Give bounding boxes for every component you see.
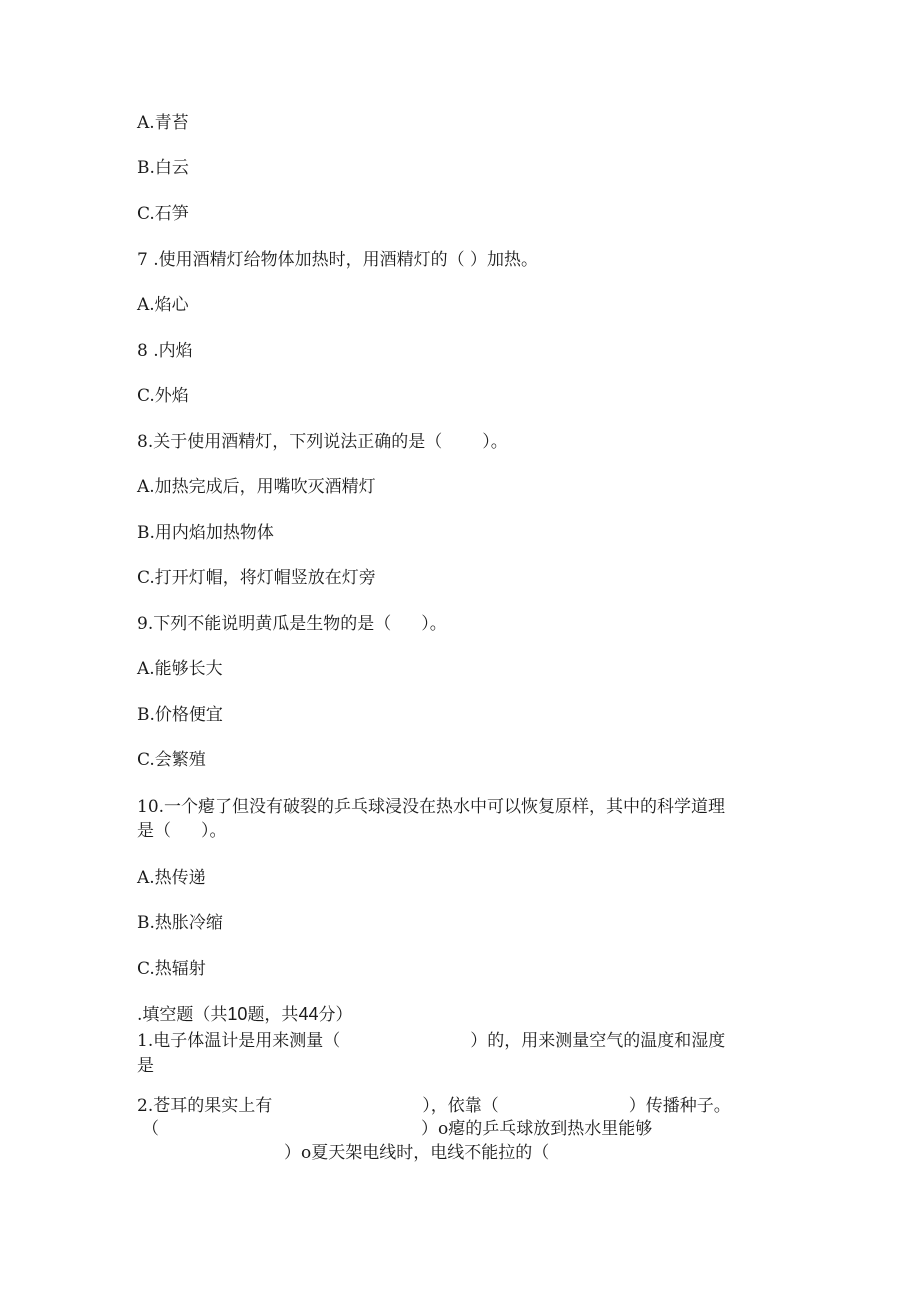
option-c-q8: C.打开灯帽，将灯帽竖放在灯旁 [137, 568, 376, 588]
question-8-text: 8.关于使用酒精灯，下列说法正确的是（ [137, 432, 443, 452]
section-heading-part1: .填空题（共 [137, 1005, 228, 1025]
section-points: 44 [298, 1004, 319, 1024]
question-10-line2 [137, 821, 227, 841]
option-c-q6: C.石笋 [137, 204, 189, 224]
option-c-q9: C.会繁殖 [137, 750, 206, 770]
fill-question-4: ）o夏天架电线时，电线不能拉的（ [284, 1143, 550, 1163]
fill-1-text: 1.电子体温计是用来测量（ [137, 1031, 341, 1051]
fill-2-text-2: ），依靠（ [422, 1096, 499, 1116]
question-7: 7 .使用酒精灯给物体加热时，用酒精灯的（ ）加热。 [137, 250, 539, 270]
question-8-end: ）。 [482, 432, 508, 452]
fill-3-text: （ [142, 1119, 159, 1139]
question-9-text: 9.下列不能说明黄瓜是生物的是（ [137, 614, 392, 634]
section-heading-part3: 分） [318, 1005, 353, 1025]
section-heading-fill-blank [137, 1004, 352, 1025]
fill-3-text-2: ）o瘪的乒乓球放到热水里能够 [421, 1119, 653, 1139]
fill-question-3 [142, 1119, 652, 1139]
option-a-q8: A.加热完成后，用嘴吹灭酒精灯 [137, 477, 376, 497]
section-question-count: 10 [227, 1004, 248, 1024]
section-heading-part2: 题，共 [247, 1005, 299, 1025]
question-10: 10.一个瘪了但没有破裂的乒乓球浸没在热水中可以恢复原样，其中的科学道理 [137, 797, 726, 817]
option-b-q7: 8 .内焰 [137, 341, 193, 361]
fill-question-2 [137, 1096, 731, 1116]
option-c-q10: C.热辐射 [137, 959, 206, 979]
fill-2-text-3: ）传播种子。 [628, 1096, 731, 1116]
option-b-q8: B.用内焰加热物体 [137, 523, 274, 543]
question-9-end: ）。 [421, 614, 447, 634]
option-a-q9: A.能够长大 [137, 659, 223, 679]
option-a-q7: A.焰心 [137, 295, 189, 315]
question-8 [137, 432, 508, 452]
question-10-end: ）。 [201, 821, 227, 841]
option-c-q7: C.外焰 [137, 386, 189, 406]
fill-1-text-2: ）的，用来测量空气的温度和湿度 [470, 1031, 726, 1051]
fill-question-1 [137, 1031, 725, 1051]
option-b-q9: B.价格便宜 [137, 705, 223, 725]
option-a-q6: A.青苔 [137, 113, 189, 133]
option-b-q10: B.热胀冷缩 [137, 913, 223, 933]
question-10-text: 是（ [137, 821, 171, 841]
fill-question-1-line2: 是 [137, 1056, 154, 1076]
question-9 [137, 614, 447, 634]
fill-2-text: 2.苍耳的果实上有 [137, 1096, 273, 1116]
option-a-q10: A.热传递 [137, 868, 206, 888]
option-b-q6: B.白云 [137, 158, 189, 178]
